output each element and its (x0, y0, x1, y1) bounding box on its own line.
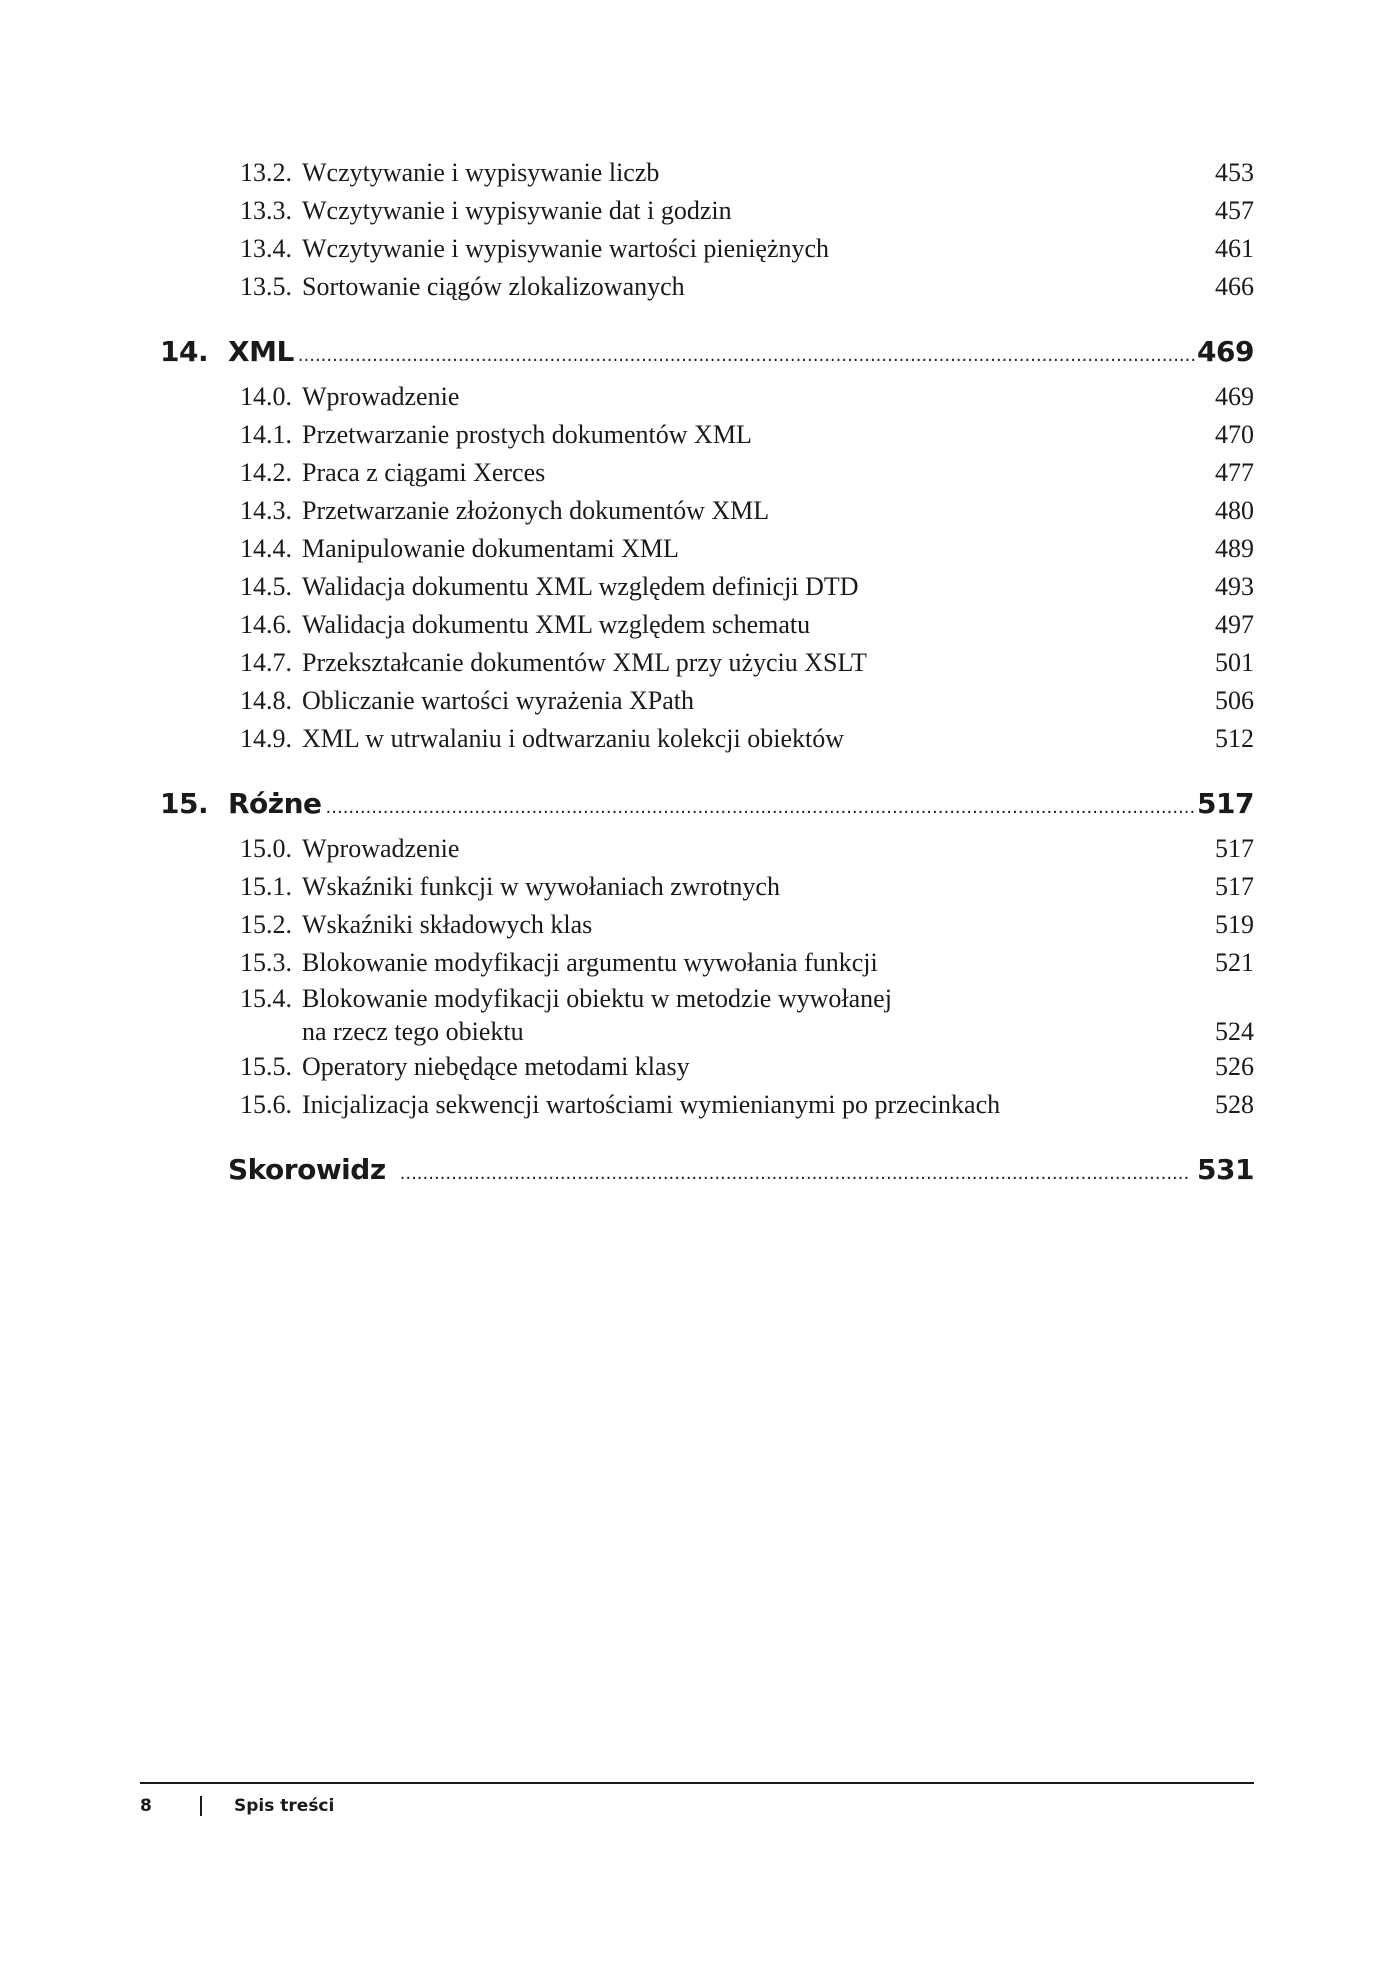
entry-title-line-1: Blokowanie modyfikacji obiektu w metodzie wywołanej (302, 984, 892, 1013)
entry-number: 14.8. (240, 686, 292, 715)
entry-page: 526 (1215, 1052, 1254, 1081)
toc-entry[interactable] (160, 268, 1254, 306)
entry-title: Obliczanie wartości wyrażenia XPath (302, 686, 695, 715)
entry-page: 524 (1215, 1017, 1254, 1046)
toc-entry[interactable] (160, 644, 1254, 682)
toc-entry[interactable] (160, 830, 1254, 868)
index-title: Skorowidz (228, 1153, 386, 1186)
entry-number: 14.1. (240, 420, 292, 449)
chapter-number: 15. (160, 787, 209, 820)
chapter-page: 517 (1197, 787, 1254, 820)
entry-title: Walidacja dokumentu XML względem schematu (302, 610, 811, 639)
toc-entry[interactable] (160, 720, 1254, 758)
entry-page: 489 (1215, 534, 1254, 563)
toc-entry[interactable] (160, 378, 1254, 416)
toc-entry[interactable] (160, 944, 1254, 982)
entry-title: Wczytywanie i wypisywanie dat i godzin (302, 196, 732, 225)
entry-page: 453 (1215, 158, 1254, 187)
table-of-contents (160, 154, 1254, 1196)
entry-number: 14.7. (240, 648, 292, 677)
entry-page: 497 (1215, 610, 1254, 639)
entry-title: Sortowanie ciągów zlokalizowanych (302, 272, 685, 301)
entry-number: 13.5. (240, 272, 292, 301)
entry-page: 477 (1215, 458, 1254, 487)
entry-page: 501 (1215, 648, 1254, 677)
entry-number: 13.4. (240, 234, 292, 263)
entry-number: 14.9. (240, 724, 292, 753)
entry-title: Przekształcanie dokumentów XML przy użyciu XSLT (302, 648, 867, 677)
toc-entry[interactable] (160, 454, 1254, 492)
chapter-page: 469 (1197, 335, 1254, 368)
entry-number: 13.3. (240, 196, 292, 225)
index-heading[interactable] (160, 1150, 1254, 1194)
chapter-heading-14[interactable] (160, 332, 1254, 376)
entry-page: 528 (1215, 1090, 1254, 1119)
entry-title: Wprowadzenie (302, 382, 460, 411)
entry-title-line-2: na rzecz tego obiektu (302, 1017, 524, 1046)
entry-title: Blokowanie modyfikacji argumentu wywołania funkcji (302, 948, 878, 977)
entry-title: Manipulowanie dokumentami XML (302, 534, 679, 563)
entry-number: 14.4. (240, 534, 292, 563)
entry-number: 15.5. (240, 1052, 292, 1081)
entry-title: Wskaźniki funkcji w wywołaniach zwrotnych (302, 872, 780, 901)
toc-entry[interactable] (160, 492, 1254, 530)
entry-number: 14.6. (240, 610, 292, 639)
entry-title: Przetwarzanie złożonych dokumentów XML (302, 496, 770, 525)
entry-page: 517 (1215, 872, 1254, 901)
entry-number: 15.1. (240, 872, 292, 901)
entry-title: Wczytywanie i wypisywanie wartości pieniężnych (302, 234, 830, 263)
entry-title: Walidacja dokumentu XML względem definicji DTD (302, 572, 859, 601)
toc-entry[interactable] (160, 906, 1254, 944)
entry-title: Operatory niebędące metodami klasy (302, 1052, 690, 1081)
toc-entry[interactable] (160, 868, 1254, 906)
dot-leader (326, 788, 1196, 828)
footer-section-title: Spis treści (234, 1796, 335, 1816)
chapter-title: Różne (228, 787, 322, 820)
entry-page: 519 (1215, 910, 1254, 939)
page-footer (140, 1782, 1254, 1816)
entry-title: Inicjalizacja sekwencji wartościami wymienianymi po przecinkach (302, 1090, 1001, 1119)
toc-entry[interactable] (160, 682, 1254, 720)
entry-page: 466 (1215, 272, 1254, 301)
entry-page: 521 (1215, 948, 1254, 977)
entry-number: 15.3. (240, 948, 292, 977)
entry-title: Wczytywanie i wypisywanie liczb (302, 158, 660, 187)
toc-entry[interactable] (160, 154, 1254, 192)
toc-entry[interactable] (160, 230, 1254, 268)
toc-entry[interactable] (160, 192, 1254, 230)
toc-entry[interactable] (160, 416, 1254, 454)
entry-title (298, 982, 1174, 1048)
entry-title: Wprowadzenie (302, 834, 460, 863)
toc-entry[interactable] (160, 982, 1254, 1048)
entry-title: Wskaźniki składowych klas (302, 910, 593, 939)
entry-page: 457 (1215, 196, 1254, 225)
footer-page-number: 8 (140, 1796, 152, 1816)
chapter-heading-15[interactable] (160, 784, 1254, 828)
entry-number: 14.5. (240, 572, 292, 601)
entry-page: 480 (1215, 496, 1254, 525)
toc-entry[interactable] (160, 1048, 1254, 1086)
entry-title: Praca z ciągami Xerces (302, 458, 546, 487)
chapter-number: 14. (160, 335, 209, 368)
entry-title: XML w utrwalaniu i odtwarzaniu kolekcji obiektów (302, 724, 845, 753)
entry-title: Przetwarzanie prostych dokumentów XML (302, 420, 752, 449)
entry-page: 461 (1215, 234, 1254, 263)
entry-number: 14.0. (240, 382, 292, 411)
dot-leader (400, 1154, 1189, 1194)
chapter-title: XML (228, 335, 294, 368)
toc-entry[interactable] (160, 1086, 1254, 1124)
toc-entry[interactable] (160, 530, 1254, 568)
entry-number: 15.2. (240, 910, 292, 939)
entry-number: 15.0. (240, 834, 292, 863)
entry-number: 14.3. (240, 496, 292, 525)
entry-page: 470 (1215, 420, 1254, 449)
entry-number: 15.4. (240, 984, 292, 1013)
entry-number: 13.2. (240, 158, 292, 187)
index-page: 531 (1197, 1153, 1254, 1186)
entry-page: 512 (1215, 724, 1254, 753)
entry-page: 469 (1215, 382, 1254, 411)
toc-entry[interactable] (160, 568, 1254, 606)
footer-separator (200, 1796, 202, 1816)
entry-page: 506 (1215, 686, 1254, 715)
entry-page: 493 (1215, 572, 1254, 601)
entry-number: 14.2. (240, 458, 292, 487)
entry-page: 517 (1215, 834, 1254, 863)
toc-entry[interactable] (160, 606, 1254, 644)
entry-number: 15.6. (240, 1090, 292, 1119)
dot-leader (298, 336, 1195, 376)
